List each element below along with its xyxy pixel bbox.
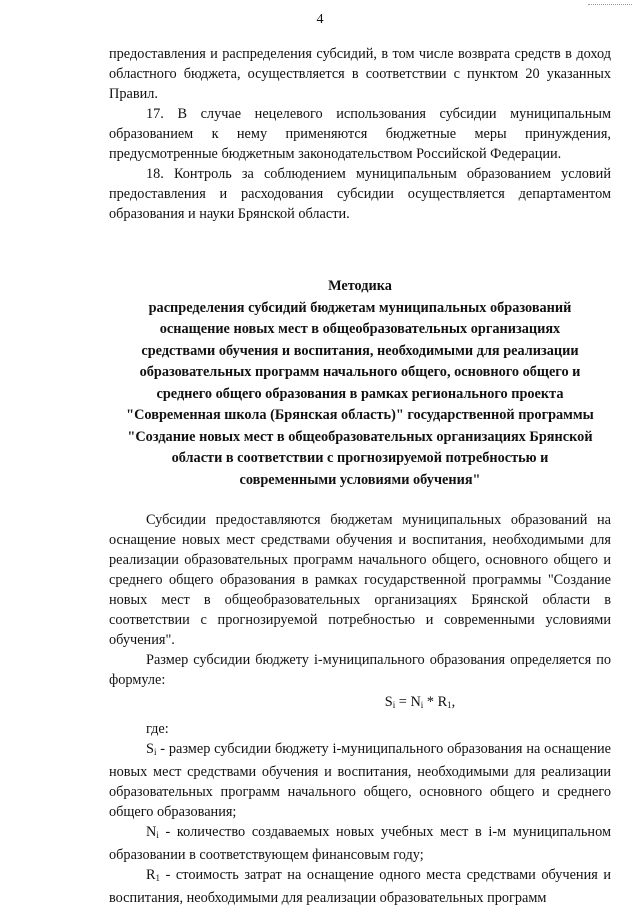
scan-artifact bbox=[588, 4, 632, 6]
heading-line: "Создание новых мест в общеобразовательных организациях Брянской bbox=[127, 428, 593, 445]
heading-line: "Современная школа (Брянская область)" государственной программы bbox=[126, 407, 594, 423]
formula-subscript: 1 bbox=[447, 700, 452, 710]
definition-symbol: S bbox=[146, 741, 154, 757]
spacer bbox=[109, 224, 611, 276]
definition-text: - стоимость затрат на оснащение одного места средствами обучения и воспитания, необходимыми для реализации образовательных программ bbox=[109, 867, 611, 906]
heading-title: Методика bbox=[328, 278, 392, 294]
definition-s bbox=[109, 739, 611, 822]
heading-line: среднего общего образования в рамках регионального проекта bbox=[156, 385, 564, 402]
document-content bbox=[109, 44, 611, 908]
definition-symbol: N bbox=[146, 824, 157, 840]
paragraph-continuation: предоставления и распределения субсидий, в том числе возврата средств в доход областного бюджета, осуществляется в соответствии с пунктом 20 указанных Правил. bbox=[109, 46, 611, 102]
formula-subscript: i bbox=[392, 700, 396, 710]
formula-symbol-s: S bbox=[384, 694, 393, 710]
formula-symbol-r: R bbox=[437, 694, 448, 710]
methodology-heading bbox=[109, 276, 611, 491]
formula-symbol-n: N bbox=[410, 694, 421, 710]
paragraph-18: 18. Контроль за соблюдением муниципальным образованием условий предоставления и расходования субсидии осуществляется департаментом образования и науки Брянской области. bbox=[109, 166, 611, 222]
formula-subscript: i bbox=[420, 700, 424, 710]
definition-text: - количество создаваемых новых учебных мест в i-м муниципальном образовании в соответствующем финансовым году; bbox=[109, 824, 611, 863]
heading-line: образовательных программ начального общего, основного общего и bbox=[139, 364, 581, 380]
formula-operator: * bbox=[423, 694, 438, 710]
formula-operator: = bbox=[395, 694, 411, 710]
page-number: 4 bbox=[316, 12, 324, 27]
heading-line: оснащение новых мест в общеобразовательных организациях bbox=[159, 321, 561, 337]
paragraph-subsidies: Субсидии предоставляются бюджетам муниципальных образований на оснащение новых мест средствами обучения и воспитания, необходимыми для реализации образовательных программ начального общего, основного общего и среднего общего образования в рамках государственной программы "Создание новых мест в общеобразовательных организациях Брянской области в соответствии с прогнозируемой потребностью и современными условиями обучения". bbox=[109, 512, 611, 648]
formula-end: , bbox=[451, 694, 456, 710]
definition-text: - размер субсидии бюджету i-муниципального образования на оснащение новых мест средствами обучения и воспитания, необходимыми для реализации образовательных программ начального общего, основного общего и среднего общего образования; bbox=[109, 741, 611, 820]
definition-n bbox=[109, 822, 611, 865]
definition-subscript: 1 bbox=[155, 873, 161, 883]
definition-symbol: R bbox=[146, 867, 156, 883]
heading-line: распределения субсидий бюджетам муниципальных образований bbox=[148, 299, 572, 316]
heading-line: области в соответствии с прогнозируемой потребностью и bbox=[171, 450, 549, 466]
heading-line: современными условиями обучения" bbox=[239, 471, 481, 488]
paragraph-formula-intro: Размер субсидии бюджету i-муниципального образования определяется по формуле: bbox=[109, 652, 611, 688]
definition-r bbox=[109, 865, 611, 908]
definition-subscript: i bbox=[156, 830, 159, 840]
definition-subscript: i bbox=[153, 747, 157, 757]
formula bbox=[109, 692, 611, 715]
paragraph-17: 17. В случае нецелевого использования субсидии муниципальным образованием к нему применяются бюджетные меры принуждения, предусмотренные бюджетным законодательством Российской Федерации. bbox=[109, 106, 611, 162]
heading-line: средствами обучения и воспитания, необходимыми для реализации bbox=[141, 342, 579, 359]
where-label: где: bbox=[146, 721, 169, 737]
